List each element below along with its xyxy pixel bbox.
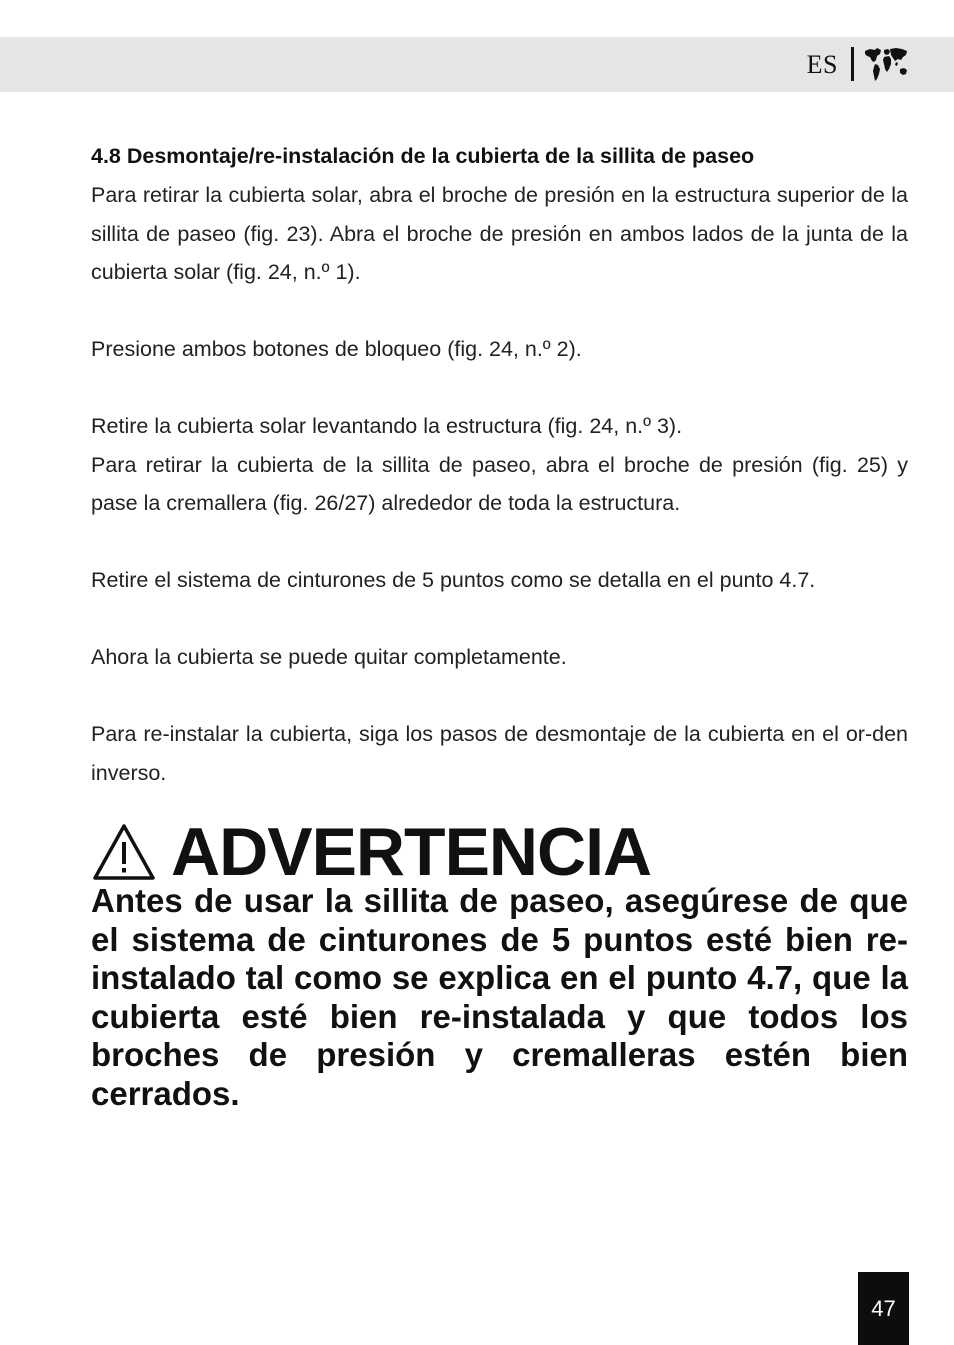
paragraph-seat-cover-zipper: Para retirar la cubierta de la sillita de paseo, abra el broche de presión (fig. 25) y pase la cremallera (fig. 26/27) alrededor de toda la estructura. [91, 452, 908, 515]
header-divider [851, 47, 854, 81]
page-number: 47 [858, 1272, 909, 1345]
paragraph-reinstall: Para re-instalar la cubierta, siga los pasos de desmontaje de la cubierta en el or-den inverso. [91, 722, 908, 785]
paragraph-gap [91, 292, 908, 331]
section-title: 4.8 Desmontaje/re-instalación de la cubierta de la sillita de paseo [91, 144, 755, 168]
paragraph-gap [91, 677, 908, 716]
section-content [91, 136, 908, 792]
warning-text: Antes de usar la sillita de paseo, asegúrese de que el sistema de cinturones de 5 puntos esté bien re-instalado tal como se explica en el punto 4.7, que la cubierta esté bien re-instalada y que todos los broches de presión y cremalleras estén bien cerrados. [91, 882, 908, 1112]
warning-triangle-icon [91, 822, 157, 882]
paragraph-gap [91, 369, 908, 408]
paragraph-lock-buttons: Presione ambos botones de bloqueo (fig. 24, n.º 2). [91, 337, 582, 361]
paragraph-harness-removal: Retire el sistema de cinturones de 5 puntos como se detalla en el punto 4.7. [91, 568, 816, 592]
paragraph-sun-canopy-removal: Para retirar la cubierta solar, abra el broche de presión en la estructura superior de la sillita de paseo (fig. 23). Abra el broche de presión en ambos lados de la junta de la cubierta solar (fig. 24, n.º 1). [91, 183, 908, 284]
paragraph-gap [91, 600, 908, 639]
paragraph-gap [91, 523, 908, 562]
paragraph-cover-removed: Ahora la cubierta se puede quitar completamente. [91, 645, 567, 669]
warning-header [91, 812, 651, 892]
header-band [0, 37, 954, 92]
paragraph-lift-frame: Retire la cubierta solar levantando la estructura (fig. 24, n.º 3). [91, 414, 683, 438]
language-code: ES [806, 50, 838, 79]
world-map-icon [862, 45, 910, 85]
warning-title: ADVERTENCIA [171, 814, 652, 890]
